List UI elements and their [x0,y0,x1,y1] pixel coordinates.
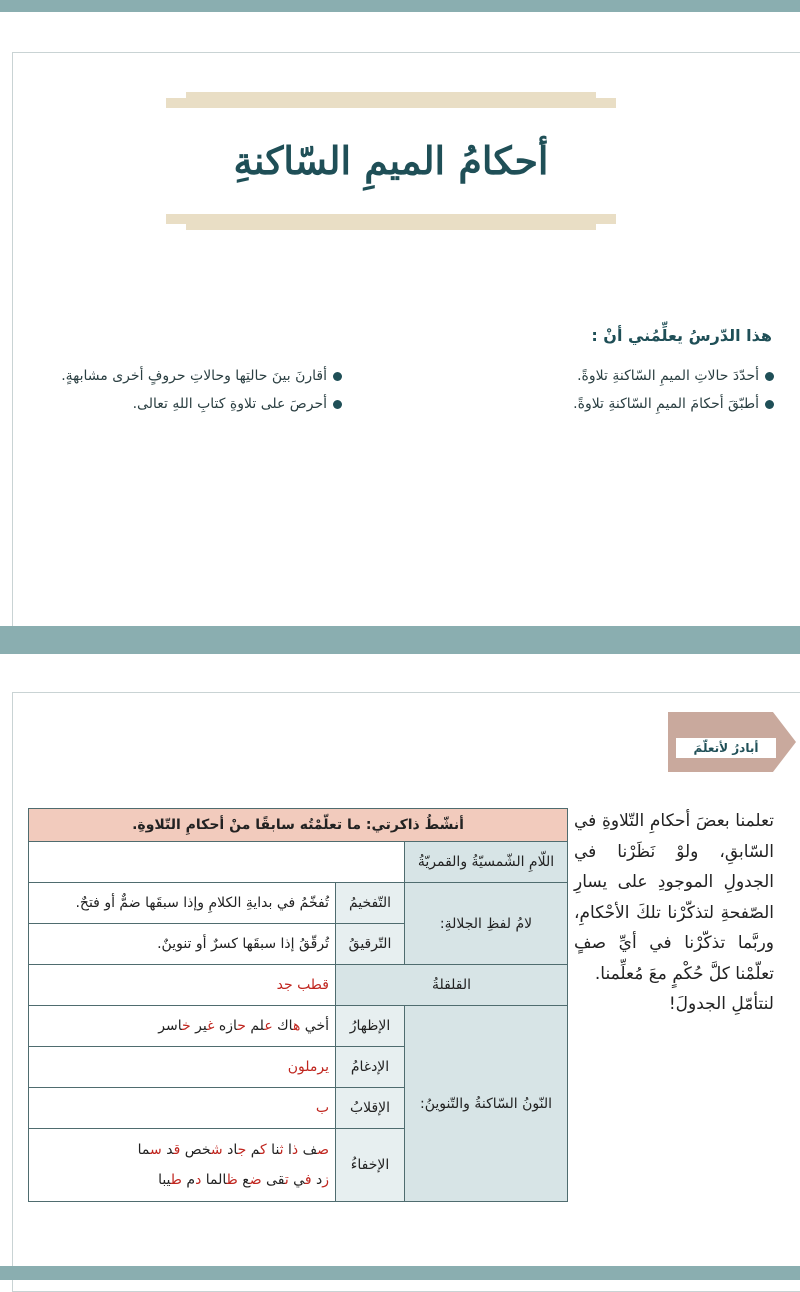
ikhfa-word: زد [316,1172,329,1188]
table-header: أنشّطُ ذاكرتي: ما تعلّمْتُه سابقًا منْ أحكامِ التّلاوةِ. [29,809,568,842]
bullet-icon [765,400,774,409]
ikhfa-word: قد [166,1142,181,1158]
ikhfa-word: دم [186,1172,202,1188]
ikhfa-word: ثنا [271,1142,284,1158]
izhar-word: هاك [277,1018,301,1034]
table-row: القلقلةُ قطب جد [29,965,568,1006]
badge-label: أبادرُ لأتعلّمَ [693,741,759,755]
table-row: التّرقيقُ تُرقّقُ إذا سبقَها كسرٌ أو تنوينٌ. [29,924,568,965]
title-banner [166,92,616,230]
ikhfa-word: ظالما [205,1172,238,1188]
izhar-word: أخي [304,1018,329,1034]
goal-item: أحدّدَ حالاتِ الميمِ السّاكنةِ تلاوةً. [577,368,774,384]
goal-item: أحرصَ على تلاوةِ كتابِ اللهِ تعالى. [133,396,342,412]
table-row: الإدغامُ يرملون [29,1047,568,1088]
goal-item: أطبّقَ أحكامَ الميمِ السّاكنةِ تلاوةً. [573,396,774,412]
tajweed-rules-table [28,808,568,1202]
bullet-icon [333,372,342,381]
ikhfa-word: تقى [266,1172,289,1188]
table-row: اللّامِ الشّمسيّةُ والقمريّةُ [29,842,568,883]
izhar-word: خاسر [158,1018,191,1034]
ikhfa-word: ذا [288,1142,299,1158]
banner-top-bar [186,92,596,108]
banner-bottom-bar [186,214,596,230]
top-band [0,0,800,12]
ikhfa-word: ضع [242,1172,262,1188]
goals-heading: هذا الدّرسُ يعلِّمُني أنْ : [591,326,772,345]
page-two-footer-band [0,1266,800,1280]
izhar-words [29,1006,336,1047]
izhar-word: علم [250,1018,273,1034]
izhar-word: غير [195,1018,215,1034]
ikhfa-line [35,1135,329,1165]
ikhfa-word: جاد [227,1142,247,1158]
bullet-icon [765,372,774,381]
table-header-row [29,809,568,842]
ikhfa-word: صف [302,1142,329,1158]
table-row: الإقلابُ ب [29,1088,568,1129]
paragraph-end: لنتأمّلِ الجدولَ! [668,994,774,1014]
table-row: لامُ لفظِ الجلالةِ: التّفخيمُ تُفخّمُ في بدايةِ الكلامِ وإذا سبقَها ضمٌّ أو فتحٌ. [29,883,568,924]
ikhfa-word: طيبا [158,1172,182,1188]
ikhfa-word: في [293,1172,312,1188]
table-row: الإخفاءُ صف ذا ثنا كم جاد شخص قد سما زد في تقى ضع ظالما دم طيبا [29,1129,568,1202]
ikhfa-word: كم [250,1142,267,1158]
ikhfa-line [35,1165,329,1195]
initiative-badge [668,712,796,772]
intro-paragraph: تعلمنا بعضَ أحكامِ التّلاوةِ في السّابقِ، ولوْ نَظَرْنا في الجدولِ الموجودِ على يسارِ الصّفحةِ لتذكّرْنا تلكَ الأحْكامِ، وربَّما تذكّرْنا في أيِّ صفٍ تعلّمْنا كلَّ حُكْمٍ معَ مُعلِّمنا. لنتأمّلِ الجدولَ! [574,811,774,1014]
table-row: النّونُ السّاكنةُ والتّنوينُ: الإظهارُ أخي هاك علم حازه غير خاسر [29,1006,568,1047]
izhar-word: حازه [218,1018,246,1034]
page-one-footer-band [0,626,800,654]
ikhfa-word: سما [137,1142,162,1158]
bullet-icon [333,400,342,409]
goal-item: أقارنَ بينَ حالتِها وحالاتِ حروفٍ أخرى مشابهةٍ. [61,368,342,384]
ikhfa-word: شخص [184,1142,223,1158]
lesson-title: أحكامُ الميمِ السّاكنةِ [233,138,549,183]
